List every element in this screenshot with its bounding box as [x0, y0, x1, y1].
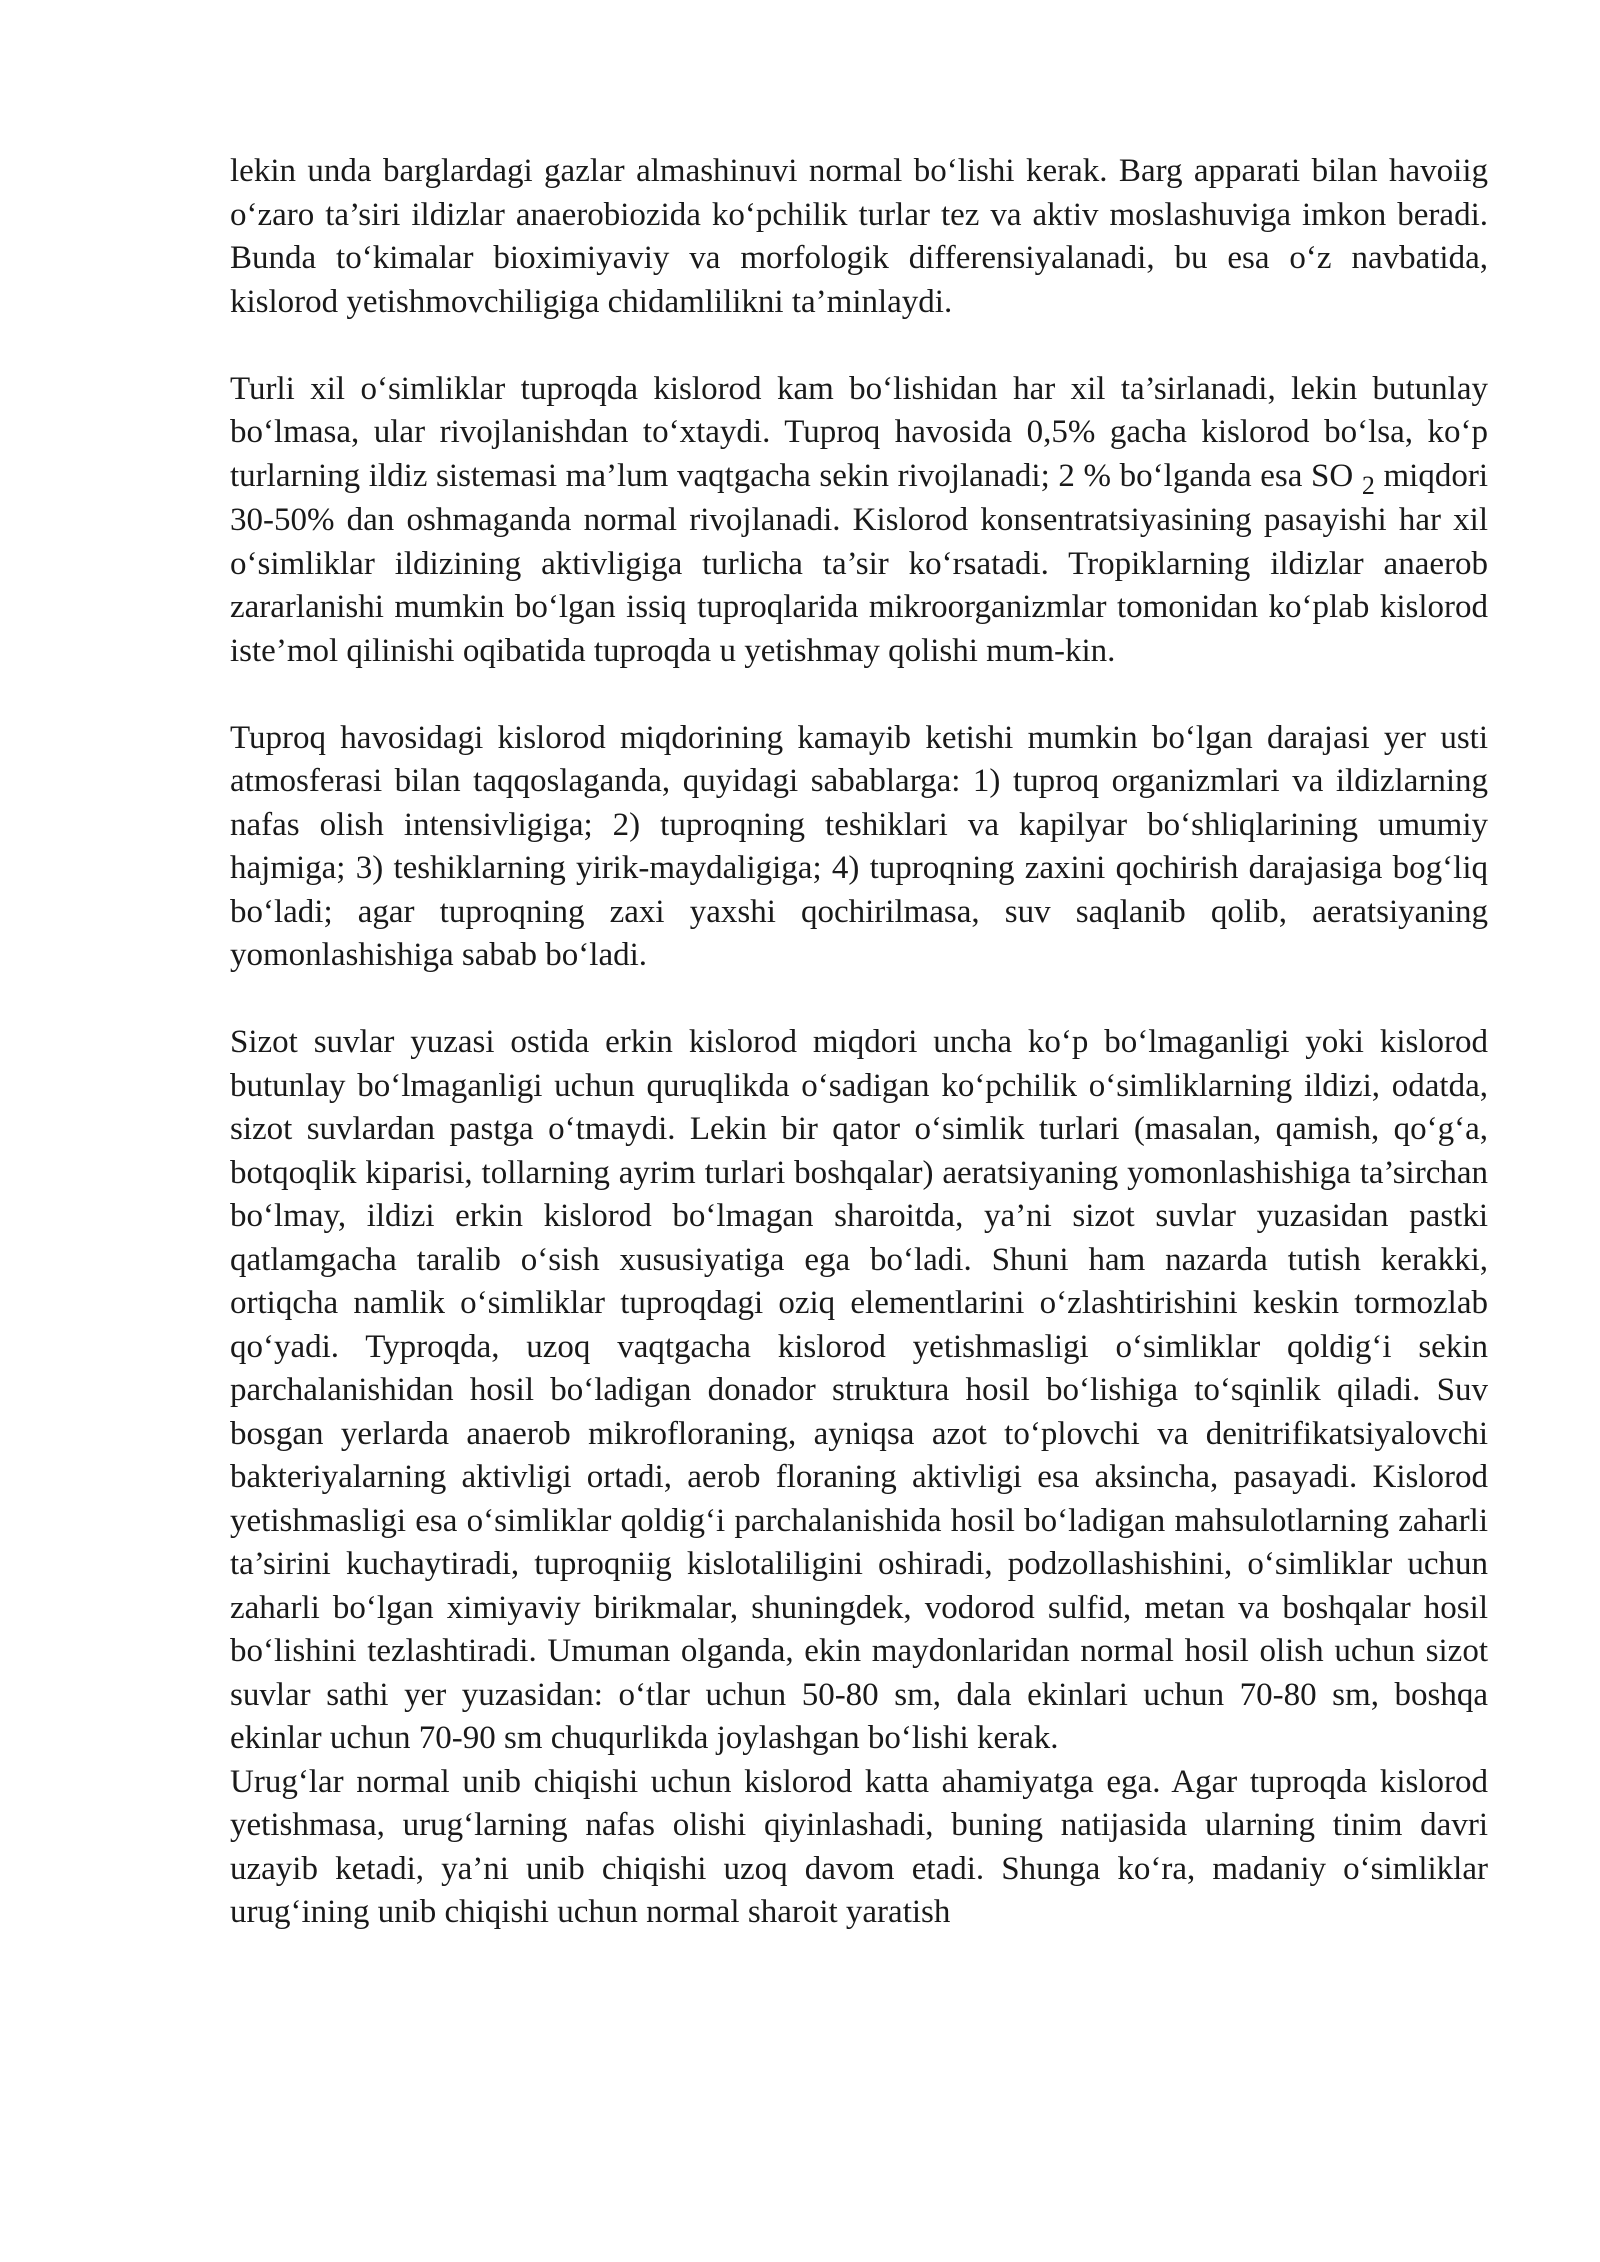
document-page	[230, 150, 1488, 1935]
paragraph-5: Urug‘lar normal unib chiqishi uchun kislorod katta ahamiyatga ega. Agar tuproqda kislorod yetishmasa, urug‘larning nafas olishi qiyinlashadi, buning natijasida ularning tinim davri uzayib ketadi, ya’ni unib chiqishi uzoq davom etadi. Shunga ko‘ra, madaniy o‘simliklar urug‘ining unib chiqishi uchun normal sharoit yaratish	[230, 1763, 1488, 1930]
paragraph-2-text-a: Turli xil o‘simliklar tuproqda kislorod kam bo‘lishidan har xil ta’sirlanadi, lekin butunlay bo‘lmasa, ular rivojlanishdan to‘xtaydi. Tuproq havosida 0,5% gacha kislorod bo‘lsa, ko‘p turlarning ildiz sistemasi ma’lum vaqtgacha sekin rivojlanadi; 2 % bo‘lganda esa SO	[230, 370, 1488, 494]
subscript-2: 2	[1361, 470, 1375, 500]
paragraph-1: lekin unda barglardagi gazlar almashinuvi normal bo‘lishi kerak. Barg apparati bilan havoiig o‘zaro ta’siri ildizlar anaerobiozida ko‘pchilik turlar tez va aktiv moslashuviga imkon beradi. Bunda to‘kimalar bioximiyaviy va morfologik differensiyalanadi, bu esa o‘z navbatida, kislorod yetishmovchiligiga chidamlilikni ta’minlaydi.	[230, 153, 1488, 320]
paragraph-2-text-b: miqdori 30-50% dan oshmaganda normal rivojlanadi. Kislorod konsentratsiyasining pasayishi har xil o‘simliklar ildizining aktivligiga turlicha ta’sir ko‘rsatadi. Tropiklarning ildizlar anaerob zararlanishi mumkin bo‘lgan issiq tuproqlarida mikroorganizmlar tomonidan ko‘plab kislorod iste’mol qilinishi oqibatida tuproqda u yetishmay qolishi mum-kin.	[230, 457, 1488, 669]
paragraph-4: Sizot suvlar yuzasi ostida erkin kislorod miqdori uncha ko‘p bo‘lmaganligi yoki kislorod butunlay bo‘lmaganligi uchun quruqlikda o‘sadigan ko‘pchilik o‘simliklarning ildizi, odatda, sizot suvlardan pastga o‘tmaydi. Lekin bir qator o‘simlik turlari (masalan, qamish, qo‘g‘a, botqoqlik kiparisi, tollarning ayrim turlari boshqalar) aeratsiyaning yomonlashishiga ta’sirchan bo‘lmay, ildizi erkin kislorod bo‘lmagan sharoitda, ya’ni sizot suvlar yuzasidan pastki qatlamgacha taralib o‘sish xususiyatiga ega bo‘ladi. Shuni ham nazarda tutish kerakki, ortiqcha namlik o‘simliklar tuproqdagi oziq elementlarini o‘zlashtirishini keskin tormozlab qo‘yadi. Typroqda, uzoq vaqtgacha kislorod yetishmasligi o‘simliklar qoldig‘i sekin parchalanishidan hosil bo‘ladigan donador struktura hosil bo‘lishiga to‘sqinlik qiladi. Suv bosgan yerlarda anaerob mikrofloraning, ayniqsa azot to‘plovchi va denitrifikatsiyalovchi bakteriyalarning aktivligi ortadi, aerob floraning aktivligi esa aksincha, pasayadi. Kislorod yetishmasligi esa o‘simliklar qoldig‘i parchalanishida hosil bo‘ladigan mahsulotlarning zaharli ta’sirini kuchaytiradi, tuproqniig kislotaliligini oshiradi, podzollashishini, o‘simliklar uchun zaharli bo‘lgan ximiyaviy birikmalar, shuningdek, vodorod sulfid, metan va boshqalar hosil bo‘lishini tezlashtiradi. Umuman olganda, ekin maydonlaridan normal hosil olish uchun sizot suvlar sathi yer yuzasidan: o‘tlar uchun 50-80 sm, dala ekinlari uchun 70-80 sm, boshqa ekinlar uchun 70-90 sm chuqurlikda joylashgan bo‘lishi kerak.	[230, 1024, 1488, 1756]
paragraph-3: Tuproq havosidagi kislorod miqdorining kamayib ketishi mumkin bo‘lgan darajasi yer usti atmosferasi bilan taqqoslaganda, quyidagi sabablarga: 1) tuproq organizmlari va ildizlarning nafas olish intensivligiga; 2) tuproqning teshiklari va kapilyar bo‘shliqlarining umumiy hajmiga; 3) teshiklarning yirik-maydaligiga; 4) tuproqning zaxini qochirish darajasiga bog‘liq bo‘ladi; agar tuproqning zaxi yaxshi qochirilmasa, suv saqlanib qolib, aeratsiyaning yomonlashishiga sabab bo‘ladi.	[230, 719, 1488, 973]
paragraph-2	[230, 368, 1488, 674]
